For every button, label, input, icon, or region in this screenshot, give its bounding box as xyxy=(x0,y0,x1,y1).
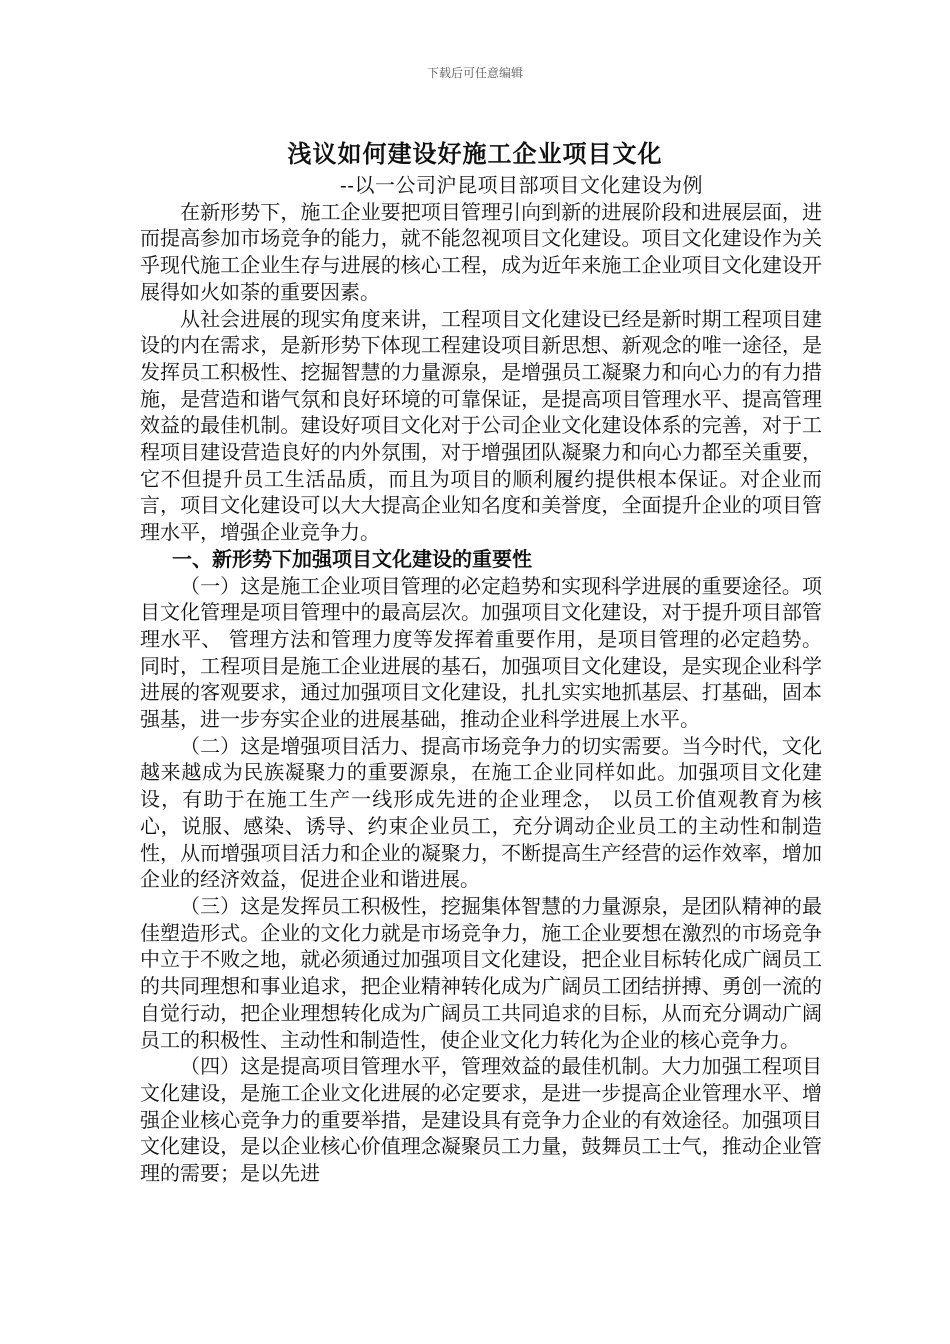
paragraph-3: （一）这是施工企业项目管理的必定趋势和实现科学进展的重要途径。项目文化管理是项目管理中的最高层次。加强项目文化建设，对于提升项目部管理水平、 管理方法和管理力度等发挥着重要作用，是项目管理的必定趋势。同时，工程项目是施工企业进展的基石，加强项目文化建设，是实现企业科学进展的客观要求，通过加强项目文化建设，扎扎实实地抓基层、打基础，固本强基，进一步夯实企业的进展基础，推动企业科学进展上水平。 xyxy=(140,573,822,732)
document-body xyxy=(140,172,822,1187)
paragraph-4: （二）这是增强项目活力、提高市场竞争力的切实需要。当今时代，文化越来越成为民族凝聚力的重要源泉，在施工企业同样如此。加强项目文化建设，有助于在施工生产一线形成先进的企业理念， 以员工价值观教育为核心，说服、感染、诱导、约束企业员工，充分调动企业员工的主动性和制造性，从而增强项目活力和企业的凝聚力，不断提高生产经营的运作效率，增加企业的经济效益，促进企业和谐进展。 xyxy=(140,733,822,892)
section-heading-1: 一、新形势下加强项目文化建设的重要性 xyxy=(172,546,532,571)
paragraph-5: （三）这是发挥员工积极性，挖掘集体智慧的力量源泉，是团队精神的最佳塑造形式。企业的文化力就是市场竞争力，施工企业要想在激烈的市场竞争中立于不败之地，就必须通过加强项目文化建设，把企业目标转化成广阔员工的共同理想和事业追求，把企业精神转化成为广阔员工团结拼搏、勇创一流的自觉行动，把企业理想转化成为广阔员工共同追求的目标，从而充分调动广阔员工的积极性、主动性和制造性，使企业文化力转化为企业的核心竞争力。 xyxy=(140,893,822,1052)
header-note: 下载后可任意编辑 xyxy=(426,66,523,80)
document-title: 浅议如何建设好施工企业项目文化 xyxy=(287,139,663,168)
paragraph-1: 在新形势下，施工企业要把项目管理引向到新的进展阶段和进展层面，进而提高参加市场竞争的能力，就不能忽视项目文化建设。项目文化建设作为关乎现代施工企业生存与进展的核心工程，成为近年来施工企业项目文化建设开展得如火如荼的重要因素。 xyxy=(140,199,822,304)
paragraph-2: 从社会进展的现实角度来讲，工程项目文化建设已经是新时期工程项目建设的内在需求，是新形势下体现工程建设项目新思想、新观念的唯一途径，是发挥员工积极性、挖掘智慧的力量源泉，是增强员工凝聚力和向心力的有力措施，是营造和谐气氛和良好环境的可靠保证，是提高项目管理水平、提高管理效益的最佳机制。建设好项目文化对于公司企业文化建设体系的完善，对于工程项目建设营造良好的内外氛围，对于增强团队凝聚力和向心力都至关重要，它不但提升员工生活品质，而且为项目的顺利履约提供根本保证。对企业而言，项目文化建设可以大大提高企业知名度和美誉度，全面提升企业的项目管理水平，增强企业竞争力。 xyxy=(140,306,822,545)
document-subtitle: --以一公司沪昆项目部项目文化建设为例 xyxy=(340,173,704,197)
paragraph-6: （四）这是提高项目管理水平，管理效益的最佳机制。大力加强工程项目文化建设，是施工企业文化进展的必定要求，是进一步提高企业管理水平、增强企业核心竞争力的重要举措，是建设具有竞争力企业的有效途径。加强项目文化建设，是以企业核心价值理念凝聚员工力量，鼓舞员工士气，推动企业管理的需要；是以先进 xyxy=(140,1054,822,1186)
